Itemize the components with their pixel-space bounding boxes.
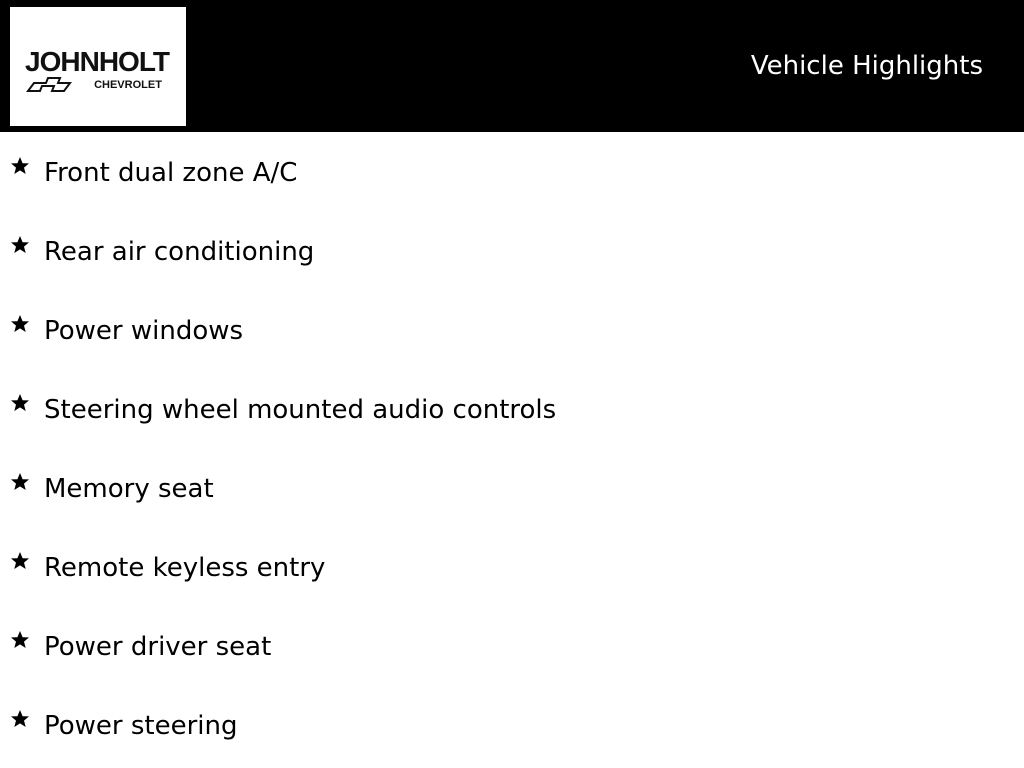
list-item [0,627,1000,667]
dealer-logo[interactable] [10,7,186,126]
header-bar [0,0,1024,132]
logo-sub-text: CHEVROLET [94,79,162,91]
list-item [0,548,1000,588]
highlight-label: Remote keyless entry [44,553,326,583]
highlight-label: Power windows [44,316,244,346]
star-icon [10,235,30,255]
highlight-label: Steering wheel mounted audio controls [44,395,557,425]
star-icon [10,393,30,413]
page-title: Vehicle Highlights [750,51,983,81]
list-item [0,706,1000,746]
highlight-label: Memory seat [44,474,214,504]
highlight-label: Front dual zone A/C [44,158,298,188]
list-item [0,311,1000,351]
list-item [0,153,1000,193]
highlight-label: Power steering [44,711,238,741]
star-icon [10,630,30,650]
list-item [0,390,1000,430]
highlight-label: Power driver seat [44,632,272,662]
star-icon [10,551,30,571]
star-icon [10,472,30,492]
list-item [0,232,1000,272]
logo-main-text: JOHNHOLT [25,46,169,77]
list-item [0,469,1000,509]
highlight-label: Rear air conditioning [44,237,315,267]
chevrolet-bowtie-icon [28,78,70,91]
logo-graphic [10,7,186,126]
star-icon [10,314,30,334]
star-icon [10,156,30,176]
star-icon [10,709,30,729]
